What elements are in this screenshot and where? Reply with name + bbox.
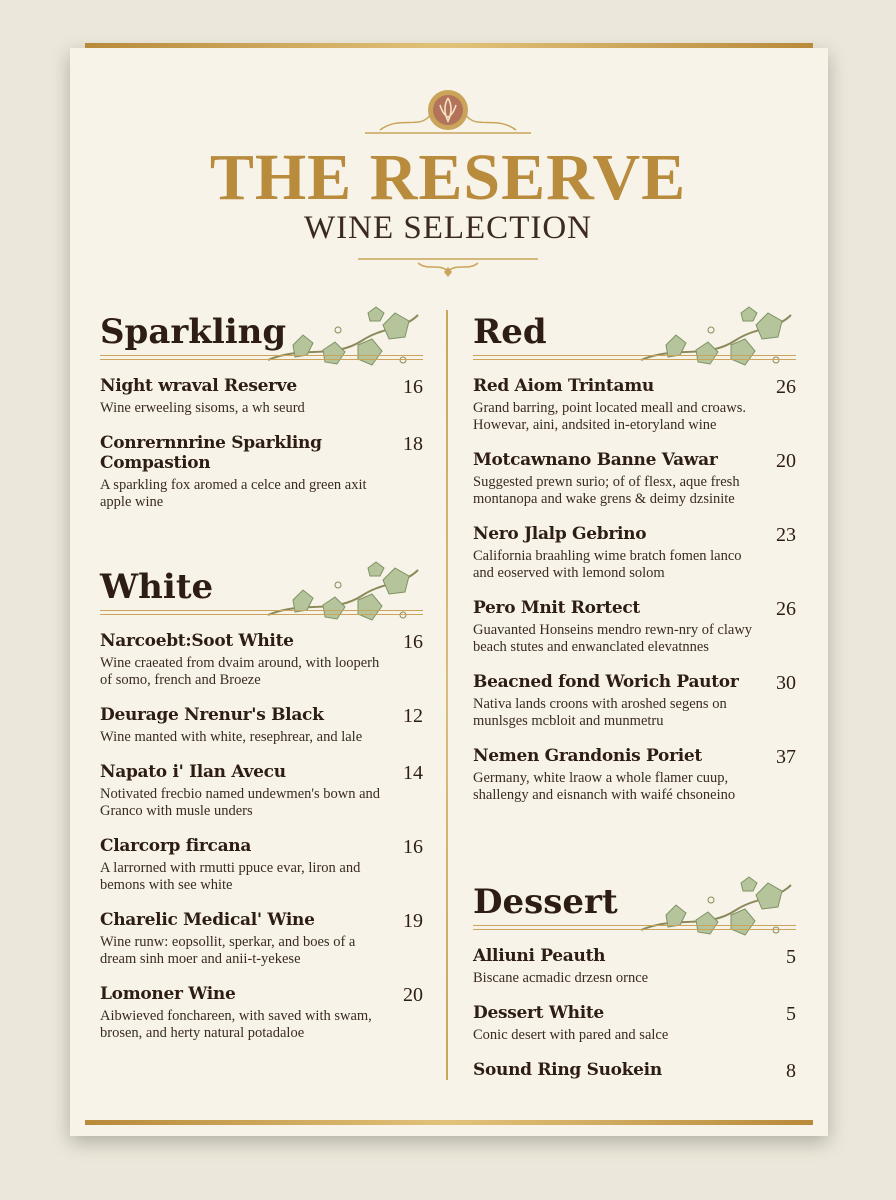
menu-title: THE RESERVE [209, 141, 687, 214]
menu-item [100, 433, 423, 511]
item-name: Nemen Grandonis Poriet [473, 746, 702, 766]
menu-item [473, 746, 796, 804]
item-price: 14 [403, 762, 423, 784]
item-name: Pero Mnit Rortect [473, 598, 640, 618]
item-name: Beacned fond Worich Pautor [473, 672, 739, 692]
section-sparkling [100, 305, 423, 511]
item-description: Wine craeated from dvaim around, with looperh of somo, french and Broeze [100, 655, 380, 688]
section-rule [100, 355, 423, 360]
item-description: A larrorned with rmutti ppuce evar, liron and bemons with see white [100, 860, 361, 893]
item-price: 8 [786, 1060, 796, 1082]
item-description: Nativa lands croons with aroshed segens on munlsges mcbloit and munmetru [473, 696, 727, 729]
menu-item [473, 450, 796, 508]
item-description: Germany, white lraow a whole flamer cuup, shallengy and eisnanch with waifé chsoneino [473, 770, 736, 803]
item-description: Grand barring, point located meall and croaws. Howevar, aini, andsited in-etoryland wine [473, 400, 746, 433]
item-price: 23 [776, 524, 796, 546]
item-price: 12 [403, 705, 423, 727]
item-price: 20 [403, 984, 423, 1006]
item-name: Red Aiom Trintamu [473, 376, 654, 396]
item-name: Sound Ring Suokein [473, 1060, 662, 1080]
item-name: Charelic Medical' Wine [100, 910, 315, 930]
crest-ornament-icon [360, 85, 536, 140]
item-price: 19 [403, 910, 423, 932]
section-title: Sparkling [100, 312, 287, 352]
menu-item [473, 524, 796, 582]
item-description: Wine runw: eopsollit, sperkar, and boes of a dream sinh moer and anii-t-yekese [100, 934, 356, 967]
section-rule [473, 355, 796, 360]
item-price: 5 [786, 946, 796, 968]
section-header [473, 875, 796, 930]
section-header [100, 560, 423, 615]
item-price: 16 [403, 376, 423, 398]
grapevine-icon [263, 560, 423, 640]
section-white [100, 560, 423, 1042]
item-price: 18 [403, 433, 423, 455]
menu-item [473, 1060, 796, 1080]
item-description: Conic desert with pared and salce [473, 1027, 669, 1043]
item-price: 16 [403, 631, 423, 653]
item-name: Lomoner Wine [100, 984, 236, 1004]
item-description: Suggested prewn surio; of of flesx, aque fresh montanopa and wake grens & deimy dzsinite [473, 474, 740, 507]
item-description: A sparkling fox aromed a celce and green axit apple wine [100, 477, 367, 510]
section-header [473, 305, 796, 360]
item-name: Conrernnrine Sparkling Compastion [100, 433, 322, 473]
item-price: 26 [776, 598, 796, 620]
menu-item [473, 598, 796, 656]
bottom-gold-border [85, 1120, 813, 1125]
item-name: Alliuni Peauth [473, 946, 606, 966]
item-name: Motcawnano Banne Vawar [473, 450, 718, 470]
column-divider [446, 310, 448, 1080]
menu-item [100, 836, 423, 894]
item-price: 16 [403, 836, 423, 858]
section-dessert [473, 875, 796, 1080]
section-title: White [100, 567, 214, 607]
grapevine-icon [636, 875, 796, 955]
item-description: Guavanted Honseins mendro rewn-nry of clawy beach stutes and enwanclated elevatnnes [473, 622, 753, 655]
section-rule [473, 925, 796, 930]
menu-item [473, 946, 796, 987]
section-red [473, 305, 796, 804]
menu-item [100, 631, 423, 689]
item-price: 5 [786, 1003, 796, 1025]
item-name: Deurage Nrenur's Black [100, 705, 324, 725]
menu-subtitle: WINE SELECTION [303, 210, 593, 246]
grapevine-icon [636, 305, 796, 385]
menu-item [473, 1003, 796, 1044]
item-description: Biscane acmadic drzesn ornce [473, 970, 649, 986]
item-description: Wine erweeling sisoms, a wh seurd [100, 400, 305, 416]
item-name: Clarcorp fircana [100, 836, 252, 856]
menu-item [473, 376, 796, 434]
section-header [100, 305, 423, 360]
item-price: 26 [776, 376, 796, 398]
menu-item [473, 672, 796, 730]
item-name: Night wraval Reserve [100, 376, 297, 396]
item-name: Napato i' Ilan Avecu [100, 762, 286, 782]
section-rule [100, 610, 423, 615]
menu-item [100, 984, 423, 1042]
menu-item [100, 376, 423, 417]
menu-item [100, 762, 423, 820]
item-description: Wine manted with white, resephrear, and lale [100, 729, 363, 745]
item-name: Narcoebt:Soot White [100, 631, 294, 651]
item-name: Dessert White [473, 1003, 604, 1023]
grapevine-icon [263, 305, 423, 385]
item-price: 30 [776, 672, 796, 694]
item-description: Aibwieved fonchareen, with saved with swam, brosen, and herty natural potadaloe [100, 1008, 372, 1041]
item-description: Notivated frecbio named undewmen's bown and Granco with musle unders [100, 786, 381, 819]
flourish-divider-icon [358, 257, 538, 277]
item-description: California braahling wime bratch fomen lanco and eoserved with lemond solom [473, 548, 742, 581]
menu-item [100, 705, 423, 746]
item-name: Nero Jlalp Gebrino [473, 524, 647, 544]
menu-item [100, 910, 423, 968]
item-price: 37 [776, 746, 796, 768]
item-price: 20 [776, 450, 796, 472]
section-title: Red [473, 312, 547, 352]
top-gold-border [85, 43, 813, 48]
section-title: Dessert [473, 882, 618, 922]
